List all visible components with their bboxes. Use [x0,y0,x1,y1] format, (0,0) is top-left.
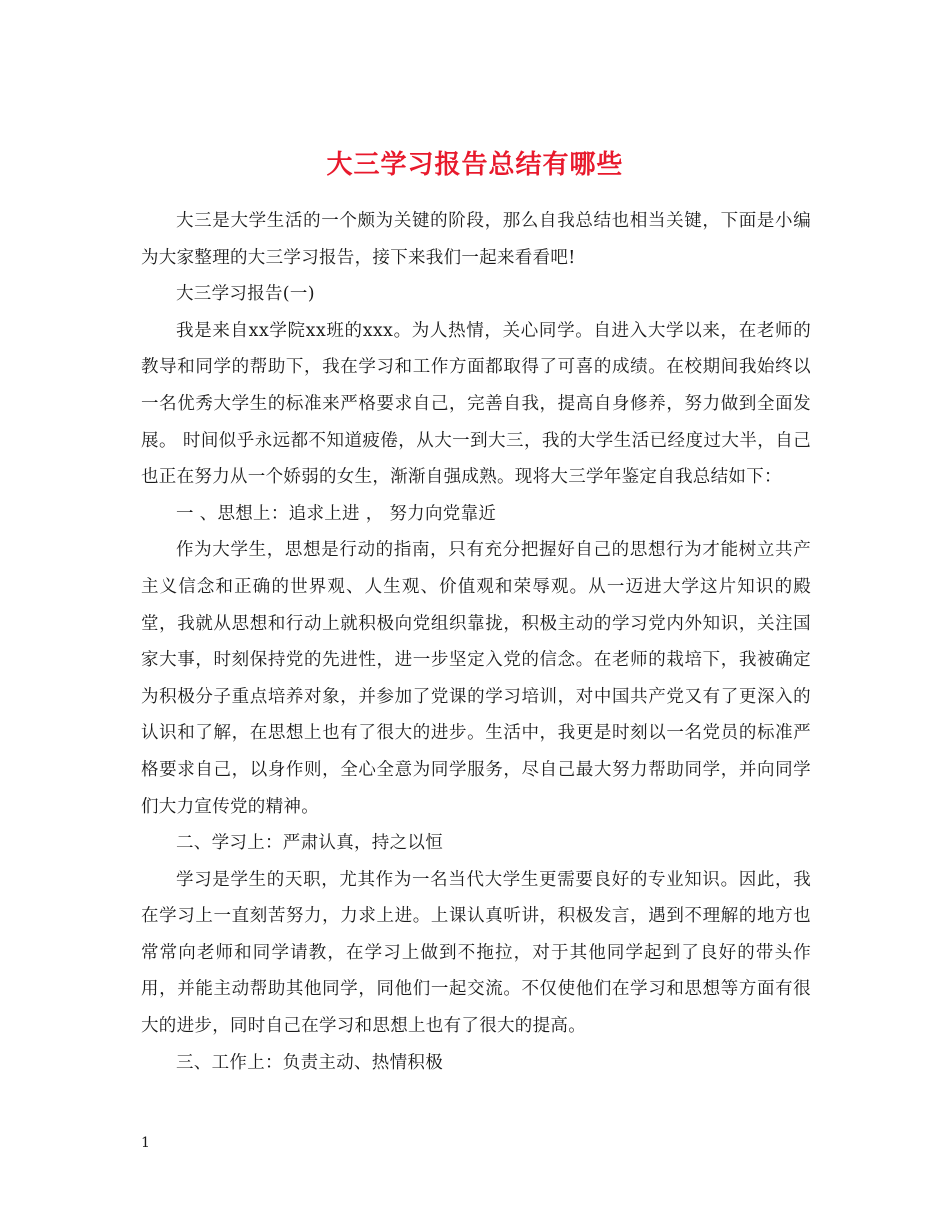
page-number: 1 [141,1135,150,1151]
self-introduction-paragraph: 我是来自xx学院xx班的xxx。为人热情，关心同学。自进入大学以来，在老师的教导和同学的帮助下，我在学习和工作方面都取得了可喜的成绩。在校期间我始终以一名优秀大学生的标准来严格要求自己，完善自我，提高自身修养，努力做到全面发展。 时间似乎永远都不知道疲倦，从大一到大三，我的大学生活已经度过大半，自己也正在努力从一个娇弱的女生，渐渐自强成熟。现将大三学年鉴定自我总结如下： [141,320,811,488]
document-body [141,203,811,1081]
intro-paragraph: 大三是大学生活的一个颇为关键的阶段，那么自我总结也相当关键，下面是小编为大家整理的大三学习报告，接下来我们一起来看看吧! [141,211,811,268]
study-paragraph: 学习是学生的天职，尤其作为一名当代大学生更需要良好的专业知识。因此，我在学习上一直刻苦努力，力求上进。上课认真听讲，积极发言，遇到不理解的地方也常常向老师和同学请教，在学习上做到不拖拉，对于其他同学起到了良好的带头作用，并能主动帮助其他同学，同他们一起交流。不仅使他们在学习和思想等方面有很大的进步，同时自己在学习和思想上也有了很大的提高。 [141,869,811,1037]
section-heading-work: 三、工作上：负责主动、热情积极 [176,1052,443,1073]
ideology-paragraph: 作为大学生，思想是行动的指南，只有充分把握好自己的思想行为才能树立共产主义信念和正确的世界观、人生观、价值观和荣辱观。从一迈进大学这片知识的殿堂，我就从思想和行动上就积极向党组织靠拢，积极主动的学习党内外知识，关注国家大事，时刻保持党的先进性，进一步坚定入党的信念。在老师的栽培下，我被确定为积极分子重点培养对象，并参加了党课的学习培训，对中国共产党又有了更深入的认识和了解，在思想上也有了很大的进步。生活中，我更是时刻以一名党员的标准严格要求自己，以身作则，全心全意为同学服务，尽自己最大努力帮助同学，并向同学们大力宣传党的精神。 [141,540,811,817]
section-heading-study: 二、学习上：严肃认真，持之以恒 [176,833,443,854]
report-heading: 大三学习报告(一) [176,284,315,305]
document-title: 大三学习报告总结有哪些 [326,150,624,181]
section-heading-ideology: 一 、思想上：追求上进 ， 努力向党靠近 [176,503,497,524]
